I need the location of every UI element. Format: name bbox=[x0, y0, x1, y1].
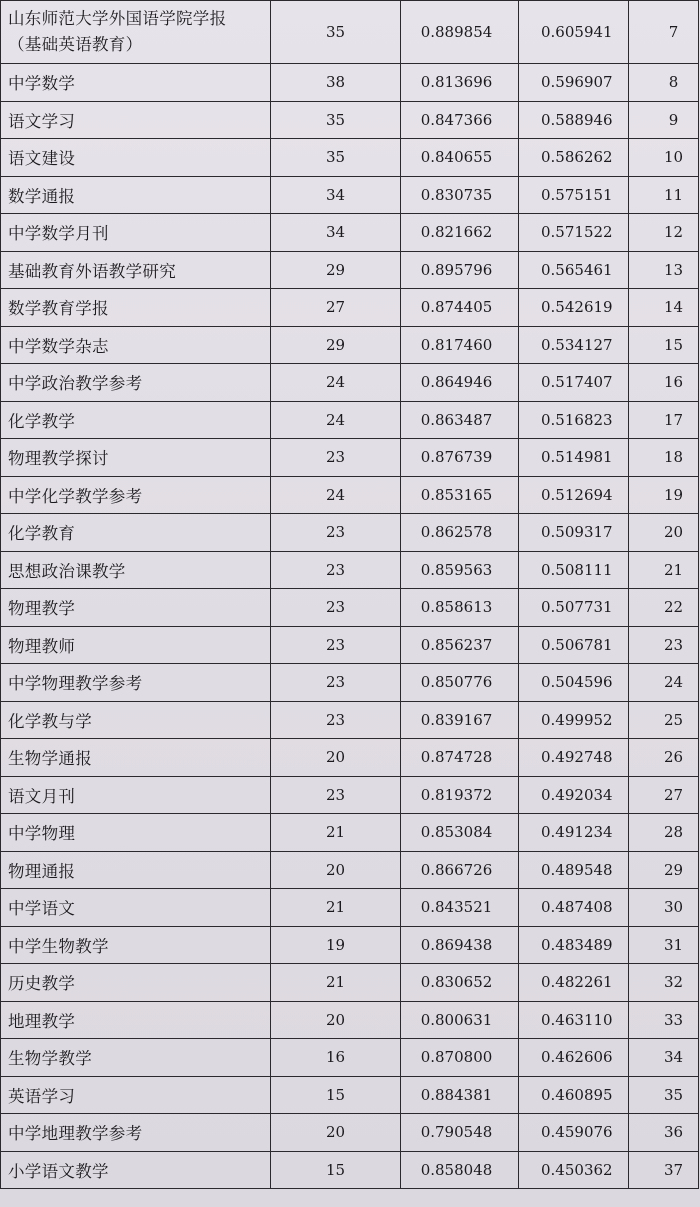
journal-name-cell: 物理教学探讨 bbox=[1, 439, 271, 477]
rank-cell: 19 bbox=[629, 476, 699, 514]
value-b-cell: 0.565461 bbox=[519, 251, 629, 289]
count-cell: 21 bbox=[271, 964, 401, 1002]
table-row bbox=[1, 589, 699, 627]
count-cell: 27 bbox=[271, 289, 401, 327]
count-cell: 21 bbox=[271, 889, 401, 927]
rank-cell: 18 bbox=[629, 439, 699, 477]
value-b-cell: 0.489548 bbox=[519, 851, 629, 889]
value-a-cell: 0.830652 bbox=[401, 964, 519, 1002]
rank-cell: 33 bbox=[629, 1001, 699, 1039]
value-b-cell: 0.492748 bbox=[519, 739, 629, 777]
journal-name-cell: 数学通报 bbox=[1, 176, 271, 214]
value-a-cell: 0.840655 bbox=[401, 139, 519, 177]
table-row bbox=[1, 814, 699, 852]
table-row bbox=[1, 889, 699, 927]
value-a-cell: 0.859563 bbox=[401, 551, 519, 589]
rank-cell: 22 bbox=[629, 589, 699, 627]
rank-cell: 11 bbox=[629, 176, 699, 214]
rank-cell: 37 bbox=[629, 1151, 699, 1189]
value-b-cell: 0.586262 bbox=[519, 139, 629, 177]
count-cell: 19 bbox=[271, 926, 401, 964]
journal-name-line: （基础英语教育） bbox=[8, 35, 143, 54]
value-b-cell: 0.462606 bbox=[519, 1039, 629, 1077]
value-b-cell: 0.509317 bbox=[519, 514, 629, 552]
table-row bbox=[1, 439, 699, 477]
value-b-cell: 0.491234 bbox=[519, 814, 629, 852]
value-b-cell: 0.487408 bbox=[519, 889, 629, 927]
table-row bbox=[1, 214, 699, 252]
journal-name-cell bbox=[1, 1, 271, 64]
value-a-cell: 0.839167 bbox=[401, 701, 519, 739]
value-a-cell: 0.821662 bbox=[401, 214, 519, 252]
rank-cell: 25 bbox=[629, 701, 699, 739]
journal-name-cell: 中学生物教学 bbox=[1, 926, 271, 964]
count-cell: 34 bbox=[271, 214, 401, 252]
value-b-cell: 0.596907 bbox=[519, 64, 629, 102]
table-row bbox=[1, 964, 699, 1002]
count-cell: 35 bbox=[271, 101, 401, 139]
value-b-cell: 0.507731 bbox=[519, 589, 629, 627]
rank-cell: 17 bbox=[629, 401, 699, 439]
value-b-cell: 0.482261 bbox=[519, 964, 629, 1002]
rank-cell: 9 bbox=[629, 101, 699, 139]
journal-name-cell: 思想政治课教学 bbox=[1, 551, 271, 589]
count-cell: 35 bbox=[271, 139, 401, 177]
table-row bbox=[1, 1001, 699, 1039]
table-row bbox=[1, 101, 699, 139]
count-cell: 23 bbox=[271, 664, 401, 702]
count-cell: 20 bbox=[271, 739, 401, 777]
rank-cell: 14 bbox=[629, 289, 699, 327]
table-row bbox=[1, 626, 699, 664]
table-row bbox=[1, 776, 699, 814]
value-a-cell: 0.869438 bbox=[401, 926, 519, 964]
value-a-cell: 0.800631 bbox=[401, 1001, 519, 1039]
value-a-cell: 0.874405 bbox=[401, 289, 519, 327]
count-cell: 23 bbox=[271, 589, 401, 627]
value-a-cell: 0.858613 bbox=[401, 589, 519, 627]
table-body bbox=[1, 1, 699, 1189]
value-a-cell: 0.884381 bbox=[401, 1076, 519, 1114]
table-row bbox=[1, 514, 699, 552]
rank-cell: 36 bbox=[629, 1114, 699, 1152]
journal-name-cell: 化学教学 bbox=[1, 401, 271, 439]
journal-name-cell: 中学政治教学参考 bbox=[1, 364, 271, 402]
journal-name-cell: 生物学教学 bbox=[1, 1039, 271, 1077]
value-a-cell: 0.866726 bbox=[401, 851, 519, 889]
rank-cell: 30 bbox=[629, 889, 699, 927]
value-a-cell: 0.870800 bbox=[401, 1039, 519, 1077]
journal-name-cell: 中学化学教学参考 bbox=[1, 476, 271, 514]
table-row bbox=[1, 64, 699, 102]
value-a-cell: 0.843521 bbox=[401, 889, 519, 927]
journal-name-cell: 小学语文教学 bbox=[1, 1151, 271, 1189]
count-cell: 24 bbox=[271, 401, 401, 439]
value-a-cell: 0.847366 bbox=[401, 101, 519, 139]
journal-name-cell: 物理教师 bbox=[1, 626, 271, 664]
value-a-cell: 0.853084 bbox=[401, 814, 519, 852]
count-cell: 15 bbox=[271, 1076, 401, 1114]
journal-name-cell: 数学教育学报 bbox=[1, 289, 271, 327]
table-row bbox=[1, 1151, 699, 1189]
rank-cell: 27 bbox=[629, 776, 699, 814]
value-b-cell: 0.459076 bbox=[519, 1114, 629, 1152]
value-a-cell: 0.790548 bbox=[401, 1114, 519, 1152]
table-row bbox=[1, 476, 699, 514]
table-row bbox=[1, 364, 699, 402]
journal-name-cell: 中学数学杂志 bbox=[1, 326, 271, 364]
value-a-cell: 0.862578 bbox=[401, 514, 519, 552]
rank-cell: 21 bbox=[629, 551, 699, 589]
rank-cell: 24 bbox=[629, 664, 699, 702]
value-b-cell: 0.571522 bbox=[519, 214, 629, 252]
rank-cell: 23 bbox=[629, 626, 699, 664]
value-a-cell: 0.895796 bbox=[401, 251, 519, 289]
count-cell: 24 bbox=[271, 364, 401, 402]
count-cell: 21 bbox=[271, 814, 401, 852]
journal-name-cell: 化学教与学 bbox=[1, 701, 271, 739]
table-row bbox=[1, 1114, 699, 1152]
journal-name-cell: 中学数学 bbox=[1, 64, 271, 102]
value-b-cell: 0.534127 bbox=[519, 326, 629, 364]
table-row bbox=[1, 1039, 699, 1077]
count-cell: 20 bbox=[271, 1114, 401, 1152]
rank-cell: 31 bbox=[629, 926, 699, 964]
value-a-cell: 0.876739 bbox=[401, 439, 519, 477]
value-a-cell: 0.853165 bbox=[401, 476, 519, 514]
value-a-cell: 0.830735 bbox=[401, 176, 519, 214]
table-row bbox=[1, 1076, 699, 1114]
journal-name-cell: 中学物理 bbox=[1, 814, 271, 852]
rank-cell: 7 bbox=[629, 1, 699, 64]
value-b-cell: 0.483489 bbox=[519, 926, 629, 964]
value-a-cell: 0.850776 bbox=[401, 664, 519, 702]
journal-name-cell: 物理教学 bbox=[1, 589, 271, 627]
value-a-cell: 0.874728 bbox=[401, 739, 519, 777]
journal-name-cell: 语文月刊 bbox=[1, 776, 271, 814]
count-cell: 23 bbox=[271, 514, 401, 552]
count-cell: 20 bbox=[271, 851, 401, 889]
value-b-cell: 0.492034 bbox=[519, 776, 629, 814]
journal-name-cell: 物理通报 bbox=[1, 851, 271, 889]
rank-cell: 8 bbox=[629, 64, 699, 102]
count-cell: 23 bbox=[271, 776, 401, 814]
count-cell: 24 bbox=[271, 476, 401, 514]
journal-name-cell: 基础教育外语教学研究 bbox=[1, 251, 271, 289]
journal-name-cell: 中学语文 bbox=[1, 889, 271, 927]
journal-name-cell: 语文学习 bbox=[1, 101, 271, 139]
value-b-cell: 0.575151 bbox=[519, 176, 629, 214]
count-cell: 23 bbox=[271, 439, 401, 477]
value-b-cell: 0.508111 bbox=[519, 551, 629, 589]
journal-name-cell: 中学数学月刊 bbox=[1, 214, 271, 252]
count-cell: 23 bbox=[271, 551, 401, 589]
value-b-cell: 0.506781 bbox=[519, 626, 629, 664]
value-a-cell: 0.863487 bbox=[401, 401, 519, 439]
value-a-cell: 0.813696 bbox=[401, 64, 519, 102]
journal-name-cell: 地理教学 bbox=[1, 1001, 271, 1039]
table-row bbox=[1, 1, 699, 64]
count-cell: 15 bbox=[271, 1151, 401, 1189]
value-b-cell: 0.460895 bbox=[519, 1076, 629, 1114]
rank-cell: 10 bbox=[629, 139, 699, 177]
value-b-cell: 0.504596 bbox=[519, 664, 629, 702]
rank-cell: 35 bbox=[629, 1076, 699, 1114]
table-row bbox=[1, 551, 699, 589]
journal-name-line: 山东师范大学外国语学院学报 bbox=[8, 9, 227, 28]
count-cell: 16 bbox=[271, 1039, 401, 1077]
journal-name-cell: 英语学习 bbox=[1, 1076, 271, 1114]
count-cell: 29 bbox=[271, 251, 401, 289]
table-row bbox=[1, 176, 699, 214]
table-row bbox=[1, 401, 699, 439]
value-a-cell: 0.817460 bbox=[401, 326, 519, 364]
journal-name-cell: 中学地理教学参考 bbox=[1, 1114, 271, 1152]
journal-name-cell: 化学教育 bbox=[1, 514, 271, 552]
journal-name-cell: 历史教学 bbox=[1, 964, 271, 1002]
count-cell: 20 bbox=[271, 1001, 401, 1039]
rank-cell: 15 bbox=[629, 326, 699, 364]
value-a-cell: 0.856237 bbox=[401, 626, 519, 664]
table-row bbox=[1, 251, 699, 289]
value-a-cell: 0.858048 bbox=[401, 1151, 519, 1189]
count-cell: 23 bbox=[271, 701, 401, 739]
value-b-cell: 0.542619 bbox=[519, 289, 629, 327]
value-b-cell: 0.605941 bbox=[519, 1, 629, 64]
journal-name-cell: 中学物理教学参考 bbox=[1, 664, 271, 702]
value-b-cell: 0.512694 bbox=[519, 476, 629, 514]
rank-cell: 28 bbox=[629, 814, 699, 852]
table-row bbox=[1, 139, 699, 177]
table-row bbox=[1, 326, 699, 364]
table-row bbox=[1, 701, 699, 739]
value-b-cell: 0.499952 bbox=[519, 701, 629, 739]
count-cell: 29 bbox=[271, 326, 401, 364]
value-b-cell: 0.450362 bbox=[519, 1151, 629, 1189]
count-cell: 34 bbox=[271, 176, 401, 214]
rank-cell: 16 bbox=[629, 364, 699, 402]
rank-cell: 29 bbox=[629, 851, 699, 889]
value-b-cell: 0.517407 bbox=[519, 364, 629, 402]
table-row bbox=[1, 739, 699, 777]
value-a-cell: 0.819372 bbox=[401, 776, 519, 814]
table-row bbox=[1, 851, 699, 889]
count-cell: 38 bbox=[271, 64, 401, 102]
count-cell: 23 bbox=[271, 626, 401, 664]
value-b-cell: 0.463110 bbox=[519, 1001, 629, 1039]
journal-name-cell: 语文建设 bbox=[1, 139, 271, 177]
rank-cell: 20 bbox=[629, 514, 699, 552]
value-b-cell: 0.514981 bbox=[519, 439, 629, 477]
rank-cell: 26 bbox=[629, 739, 699, 777]
value-b-cell: 0.588946 bbox=[519, 101, 629, 139]
value-b-cell: 0.516823 bbox=[519, 401, 629, 439]
table-row bbox=[1, 664, 699, 702]
journal-name-cell: 生物学通报 bbox=[1, 739, 271, 777]
value-a-cell: 0.864946 bbox=[401, 364, 519, 402]
value-a-cell: 0.889854 bbox=[401, 1, 519, 64]
table-row bbox=[1, 926, 699, 964]
count-cell: 35 bbox=[271, 1, 401, 64]
rank-cell: 12 bbox=[629, 214, 699, 252]
rank-cell: 13 bbox=[629, 251, 699, 289]
table-row bbox=[1, 289, 699, 327]
rank-cell: 34 bbox=[629, 1039, 699, 1077]
rank-cell: 32 bbox=[629, 964, 699, 1002]
